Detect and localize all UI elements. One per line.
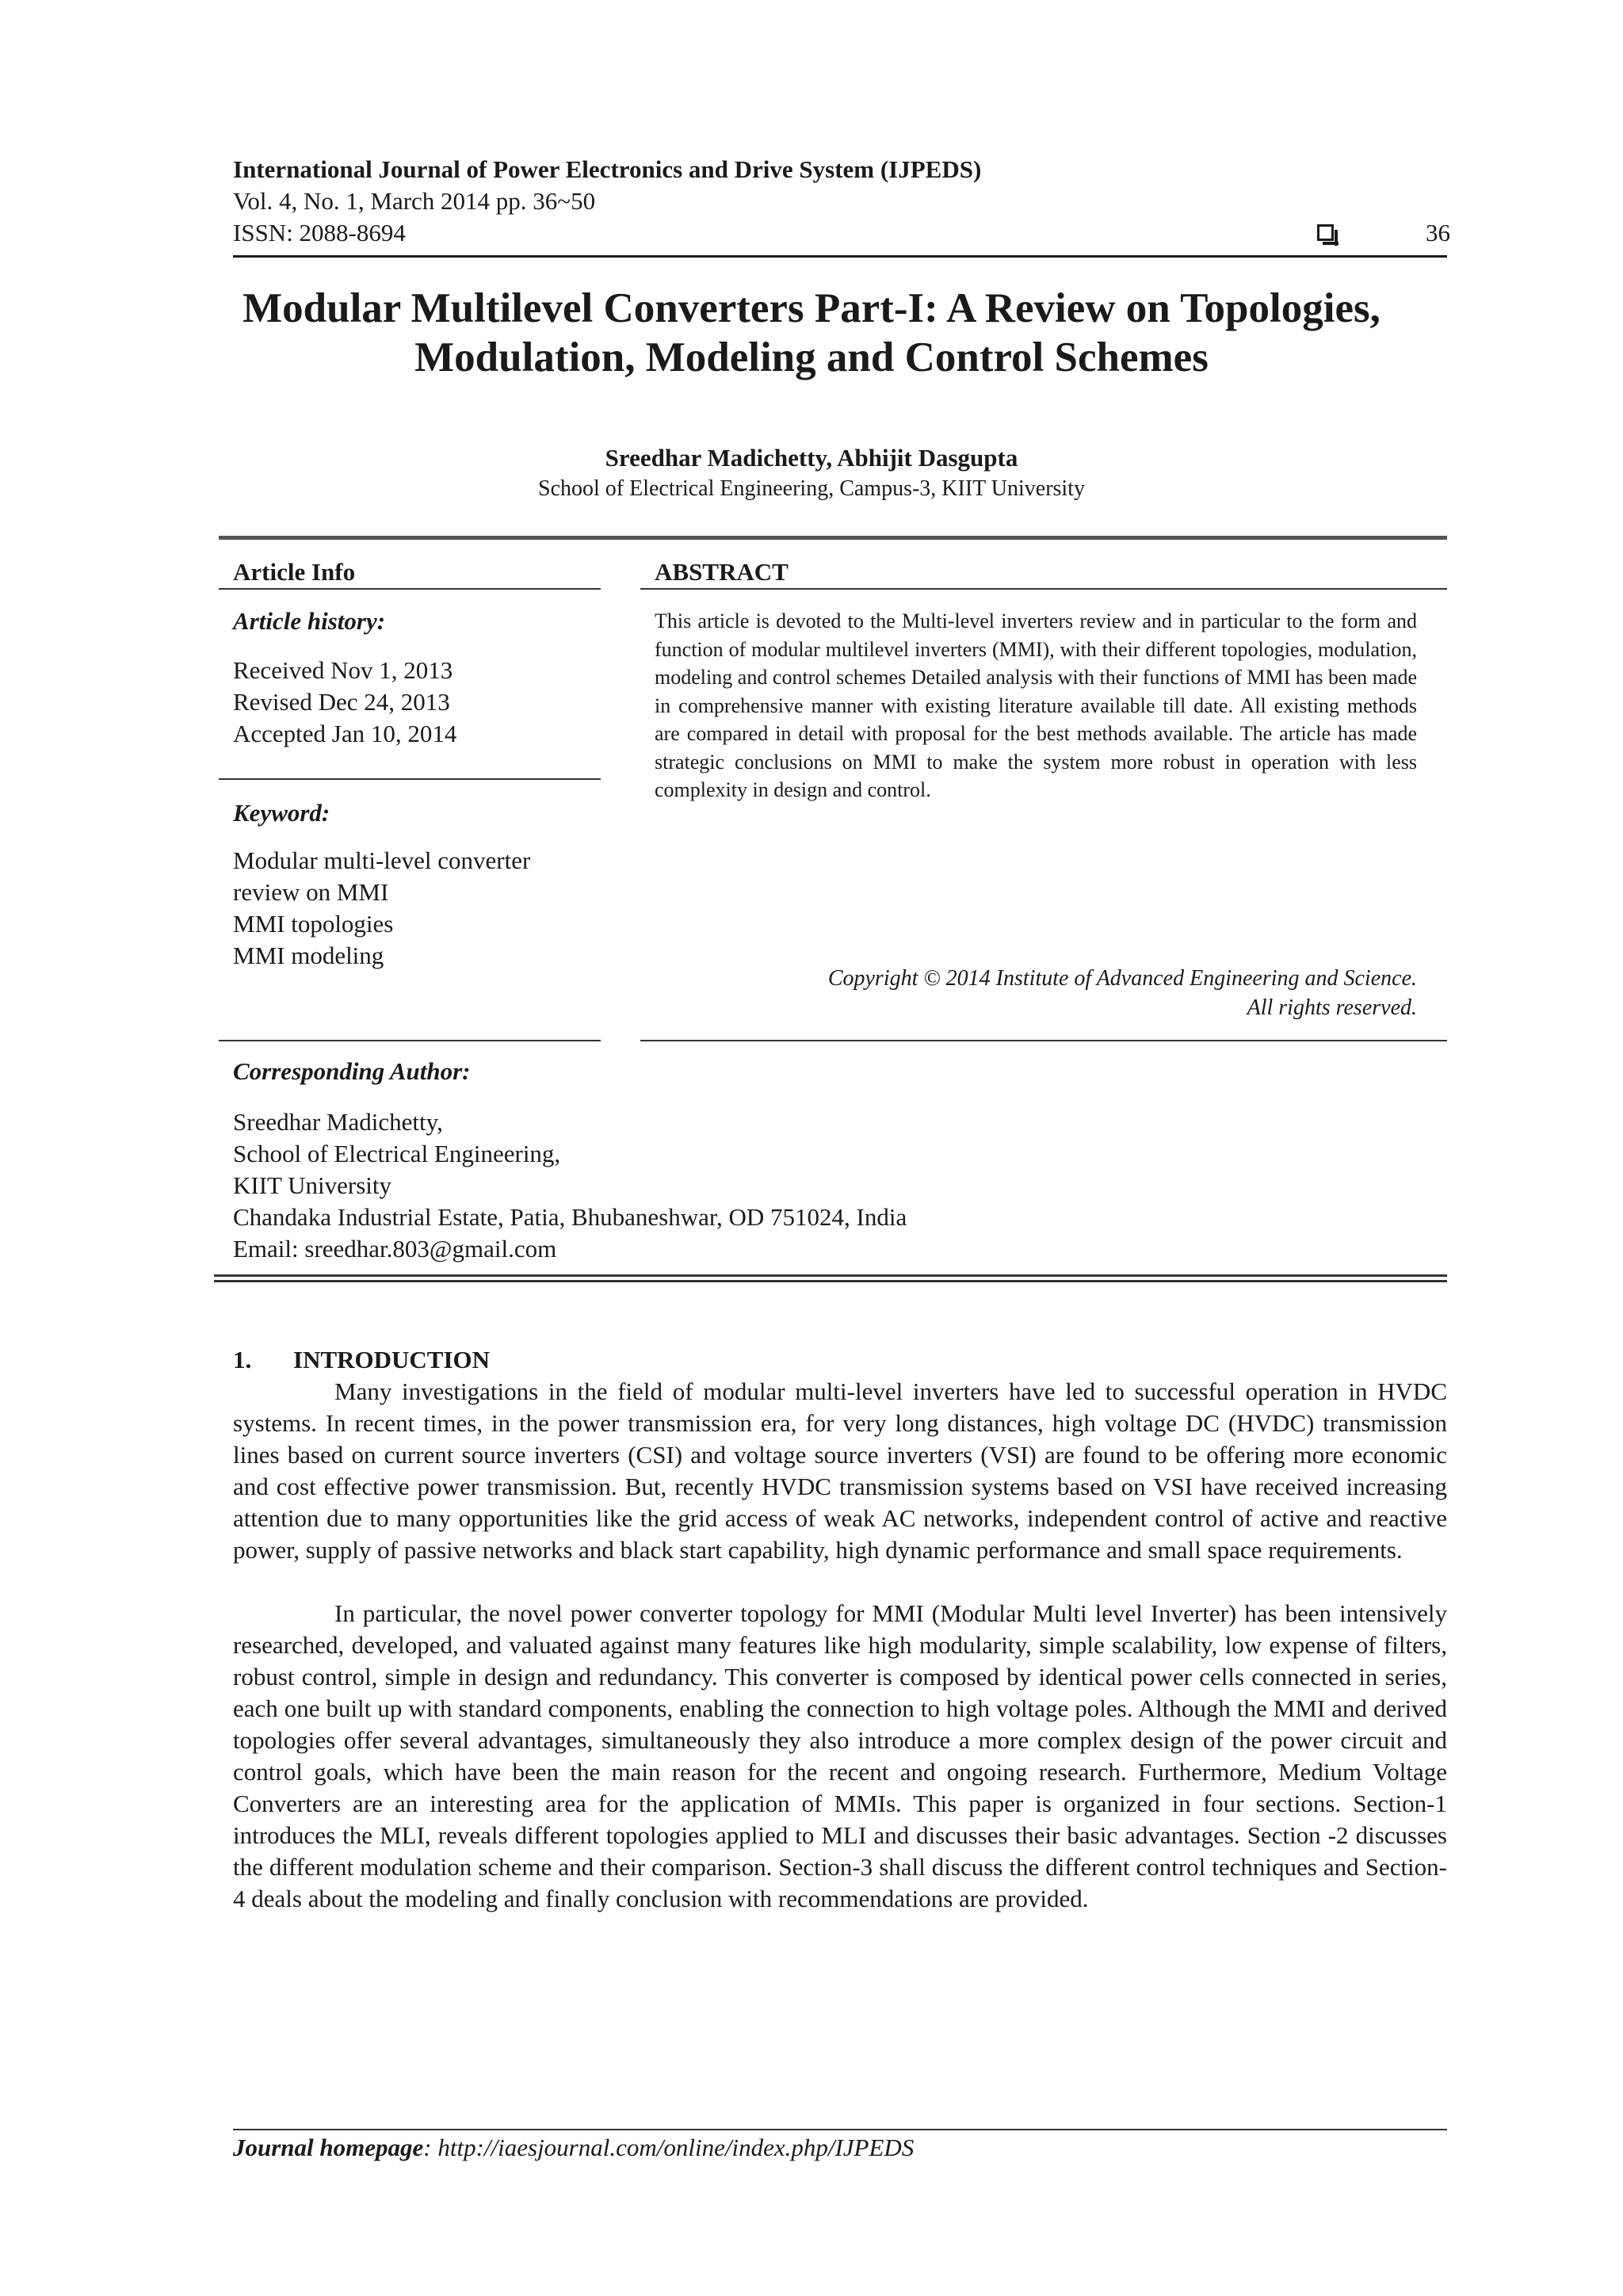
intro-paragraph-2 xyxy=(233,1598,1447,1915)
article-history-heading: Article history: xyxy=(233,607,386,635)
article-info-heading: Article Info xyxy=(233,558,356,586)
author-address: Chandaka Industrial Estate, Patia, Bhubaneshwar, OD 751024, India xyxy=(233,1203,907,1231)
abstract-text: This article is devoted to the Multi-level inverters review and in particular to the form and function of modular multilevel inverters (MMI), with their different topologies, modulation, modeling and control schemes Detailed analysis with their functions of MMI has been made in comprehensive manner with existing literature available till date. All existing methods are compared in detail with proposal for the best methods available. The article has made strategic conclusions on MMI to make the system more robust in operation with less complexity in design and control. xyxy=(655,609,1417,801)
corresponding-author-details xyxy=(233,1106,907,1265)
footer-divider xyxy=(233,2129,1447,2130)
journal-volume-info: Vol. 4, No. 1, March 2014 pp. 36~50 xyxy=(233,187,596,215)
abstract-divider xyxy=(640,588,1447,590)
keyword-item: MMI topologies xyxy=(233,910,394,938)
author-email: Email: sreedhar.803@gmail.com xyxy=(233,1235,557,1263)
abstract-bottom-divider xyxy=(640,1040,1447,1041)
journal-issn: ISSN: 2088-8694 xyxy=(233,219,406,246)
title-line-2: Modulation, Modeling and Control Schemes xyxy=(414,334,1209,380)
info-top-divider xyxy=(219,536,1447,540)
keyword-item: Modular multi-level converter xyxy=(233,846,531,874)
section-heading-introduction xyxy=(233,1346,490,1374)
author-school: School of Electrical Engineering, xyxy=(233,1140,561,1167)
page-number: 36 xyxy=(1426,219,1450,246)
title-line-1: Modular Multilevel Converters Part-I: A Review on Topologies, xyxy=(242,285,1381,331)
intro-paragraph-1 xyxy=(233,1376,1447,1566)
section-number: 1. xyxy=(233,1346,252,1373)
keyword-list xyxy=(233,845,530,972)
paragraph-text: Many investigations in the field of modular multi-level inverters have led to successful operation in HVDC systems. In recent times, in the power transmission era, for very long distances, high voltage DC (HVDC) transmission lines based on current source inverters (CSI) and voltage source inverters (VSI) are found to be offering more economic and cost effective power transmission. But, recently HVDC transmission systems based on VSI have received increasing attention due to many opportunities like the grid access of weak AC networks, independent control of active and reactive power, supply of passive networks and black start capability, high dynamic performance and small space requirements. xyxy=(233,1377,1447,1564)
history-revised: Revised Dec 24, 2013 xyxy=(233,688,450,716)
section-title: INTRODUCTION xyxy=(293,1346,491,1373)
abstract-heading: ABSTRACT xyxy=(655,558,789,586)
front-matter-divider xyxy=(214,1274,1447,1277)
authors: Sreedhar Madichetty, Abhijit Dasgupta xyxy=(605,444,1018,472)
author-name: Sreedhar Madichetty, xyxy=(233,1108,443,1136)
paper-title xyxy=(190,284,1433,382)
front-matter-divider xyxy=(214,1280,1447,1282)
footer-label: Journal homepage xyxy=(233,2134,424,2161)
journal-name: International Journal of Power Electronics and Drive System (IJPEDS) xyxy=(233,155,982,183)
journal-homepage-link[interactable]: http://iaesjournal.com/online/index.php/IJPEDS xyxy=(437,2134,915,2161)
history-divider xyxy=(219,778,601,780)
copyright-notice xyxy=(655,964,1417,1022)
article-history-list xyxy=(233,655,456,750)
copyright-line-2: All rights reserved. xyxy=(1247,995,1417,1020)
copyright-line-1: Copyright © 2014 Institute of Advanced Engineering and Science. xyxy=(827,966,1417,991)
shadowed-box-icon xyxy=(1317,224,1334,241)
keyword-heading: Keyword: xyxy=(233,799,330,827)
corresponding-author-heading: Corresponding Author: xyxy=(233,1057,471,1085)
footer-separator: : xyxy=(423,2134,438,2161)
history-accepted: Accepted Jan 10, 2014 xyxy=(233,720,457,747)
author-university: KIIT University xyxy=(233,1171,392,1199)
paragraph-text: In particular, the novel power converter topology for MMI (Modular Multi level Inverter) has been intensively researched, developed, and valuated against many features like high modularity, simple scalability, low expense of filters, robust control, simple in design and redundancy. This converter is composed by identical power cells connected in series, each one built up with standard components, enabling the connection to high voltage poles. Although the MMI and derived topologies offer several advantages, simultaneously they also introduce a more complex design of the power circuit and control goals, which have been the main reason for the recent and ongoing research. Furthermore, Medium Voltage Converters are an interesting area for the application of MMIs. This paper is organized in four sections. Section-1 introduces the MLI, reveals different topologies applied to MLI and discusses their basic advantages. Section -2 discusses the different modulation scheme and their comparison. Section-3 shall discuss the different control techniques and Section-4 deals about the modeling and finally conclusion with recommendations are provided. xyxy=(233,1599,1447,1912)
header-divider xyxy=(233,255,1447,258)
journal-homepage-footer xyxy=(233,2134,914,2162)
history-received: Received Nov 1, 2013 xyxy=(233,656,453,684)
keyword-item: review on MMI xyxy=(233,878,389,906)
keyword-item: MMI modeling xyxy=(233,942,384,969)
article-info-divider xyxy=(219,588,601,590)
keyword-divider xyxy=(219,1040,601,1041)
affiliation: School of Electrical Engineering, Campus-3, KIIT University xyxy=(538,476,1085,501)
